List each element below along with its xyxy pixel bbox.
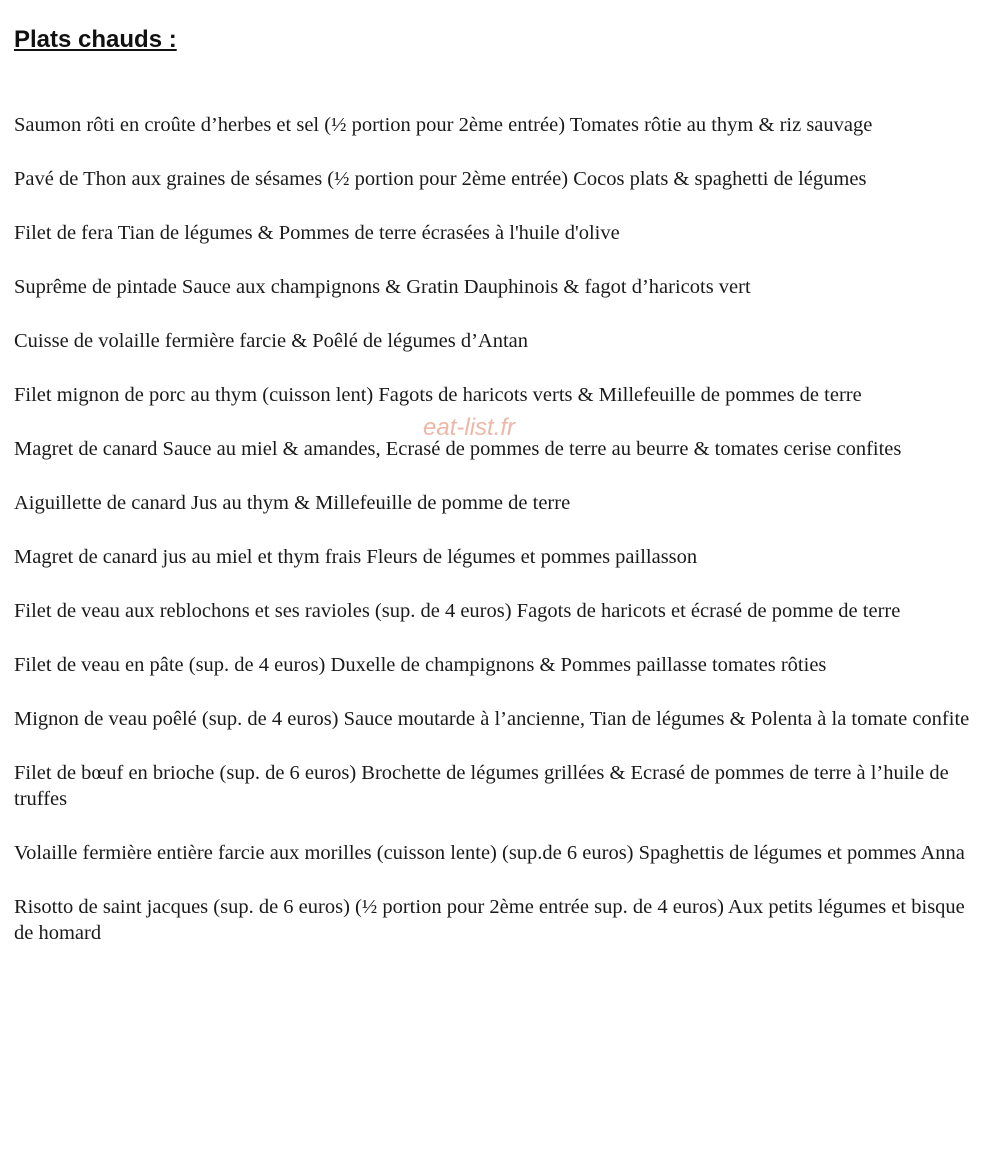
dish-item: Filet de veau aux reblochons et ses ravioles (sup. de 4 euros) Fagots de haricots et écrasé de pomme de terre: [14, 600, 901, 622]
dish-item: Filet de bœuf en brioche (sup. de 6 euros) Brochette de légumes grillées & Ecrasé de pommes de terre à l’huile de truffes: [14, 762, 949, 810]
dish-item: Magret de canard Sauce au miel & amandes, Ecrasé de pommes de terre au beurre & tomates cerise confites: [14, 438, 902, 460]
dish-item: Cuisse de volaille fermière farcie & Poêlé de légumes d’Antan: [14, 330, 529, 352]
dish-item: Suprême de pintade Sauce aux champignons & Gratin Dauphinois & fagot d’haricots vert: [14, 276, 751, 298]
dish-item: Aiguillette de canard Jus au thym & Millefeuille de pomme de terre: [14, 492, 571, 514]
page-title: Plats chauds :: [14, 26, 177, 53]
dish-item: Risotto de saint jacques (sup. de 6 euros) (½ portion pour 2ème entrée sup. de 4 euros) Aux petits légumes et bisque de homard: [14, 896, 965, 944]
dish-item: Filet de veau en pâte (sup. de 4 euros) Duxelle de champignons & Pommes paillasse tomates rôties: [14, 654, 827, 676]
dish-item: Saumon rôti en croûte d’herbes et sel (½ portion pour 2ème entrée) Tomates rôtie au thym & riz sauvage: [14, 114, 873, 136]
watermark-text: eat-list.fr: [423, 414, 516, 441]
dish-item: Magret de canard jus au miel et thym frais Fleurs de légumes et pommes paillasson: [14, 546, 698, 568]
dish-item: Filet de fera Tian de légumes & Pommes de terre écrasées à l'huile d'olive: [14, 222, 620, 244]
dish-item: Volaille fermière entière farcie aux morilles (cuisson lente) (sup.de 6 euros) Spaghettis de légumes et pommes Anna: [14, 842, 965, 864]
dish-list: [14, 112, 975, 946]
dish-item: Mignon de veau poêlé (sup. de 4 euros) Sauce moutarde à l’ancienne, Tian de légumes & Polenta à la tomate confite: [14, 708, 970, 730]
dish-item: Pavé de Thon aux graines de sésames (½ portion pour 2ème entrée) Cocos plats & spaghetti de légumes: [14, 168, 867, 190]
dish-item: Filet mignon de porc au thym (cuisson lent) Fagots de haricots verts & Millefeuille de pommes de terre: [14, 384, 862, 406]
